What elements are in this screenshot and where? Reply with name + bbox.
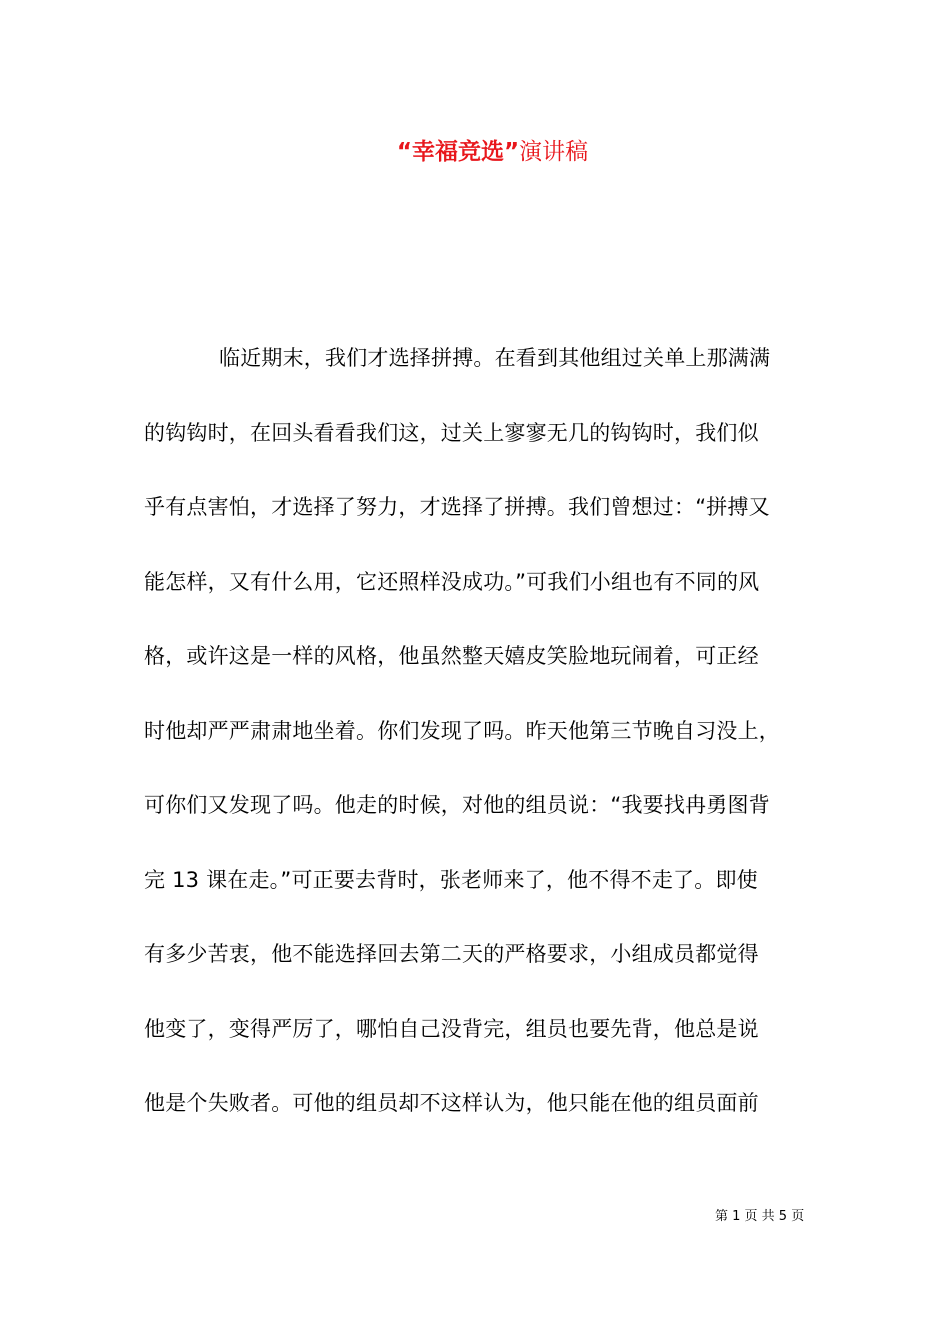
body-line: 时他却严严肃肃地坐着。你们发现了吗。昨天他第三节晚自习没上， <box>144 718 780 743</box>
body-line: 他是个失败者。可他的组员却不这样认为，他只能在他的组员面前 <box>144 1091 759 1115</box>
title-quoted-part: “幸福竞选” <box>396 139 520 165</box>
body-line: 乎有点害怕，才选择了努力，才选择了拼搏。我们曾想过：“拼搏又 <box>144 495 770 519</box>
body-line: 他变了，变得严厉了，哪怕自己没背完，组员也要先背，他总是说 <box>144 1016 759 1041</box>
body-line: 能怎样，又有什么用，它还照样没成功。”可我们小组也有不同的风 <box>144 569 760 594</box>
document-title <box>0 136 950 168</box>
body-line: 完 13 课在走。”可正要去背时，张老师来了，他不得不走了。即使 <box>144 867 758 892</box>
body-line: 临近期末，我们才选择拼搏。在看到其他组过关单上那满满 <box>219 346 771 370</box>
title-rest-part: 演讲稿 <box>519 139 589 165</box>
body-line: 可你们又发现了吗。他走的时候，对他的组员说：“我要找冉勇图背 <box>144 793 770 817</box>
page-number-footer: 第 1 页 共 5 页 <box>715 1209 805 1224</box>
body-line: 格，或许这是一样的风格，他虽然整天嬉皮笑脸地玩闹着，可正经 <box>144 644 759 668</box>
body-line: 有多少苦衷，他不能选择回去第二天的严格要求，小组成员都觉得 <box>144 942 759 966</box>
body-paragraph <box>144 339 834 1159</box>
body-line: 的钩钩时，在回头看看我们这，过关上寥寥无几的钩钩时，我们似 <box>144 420 759 445</box>
